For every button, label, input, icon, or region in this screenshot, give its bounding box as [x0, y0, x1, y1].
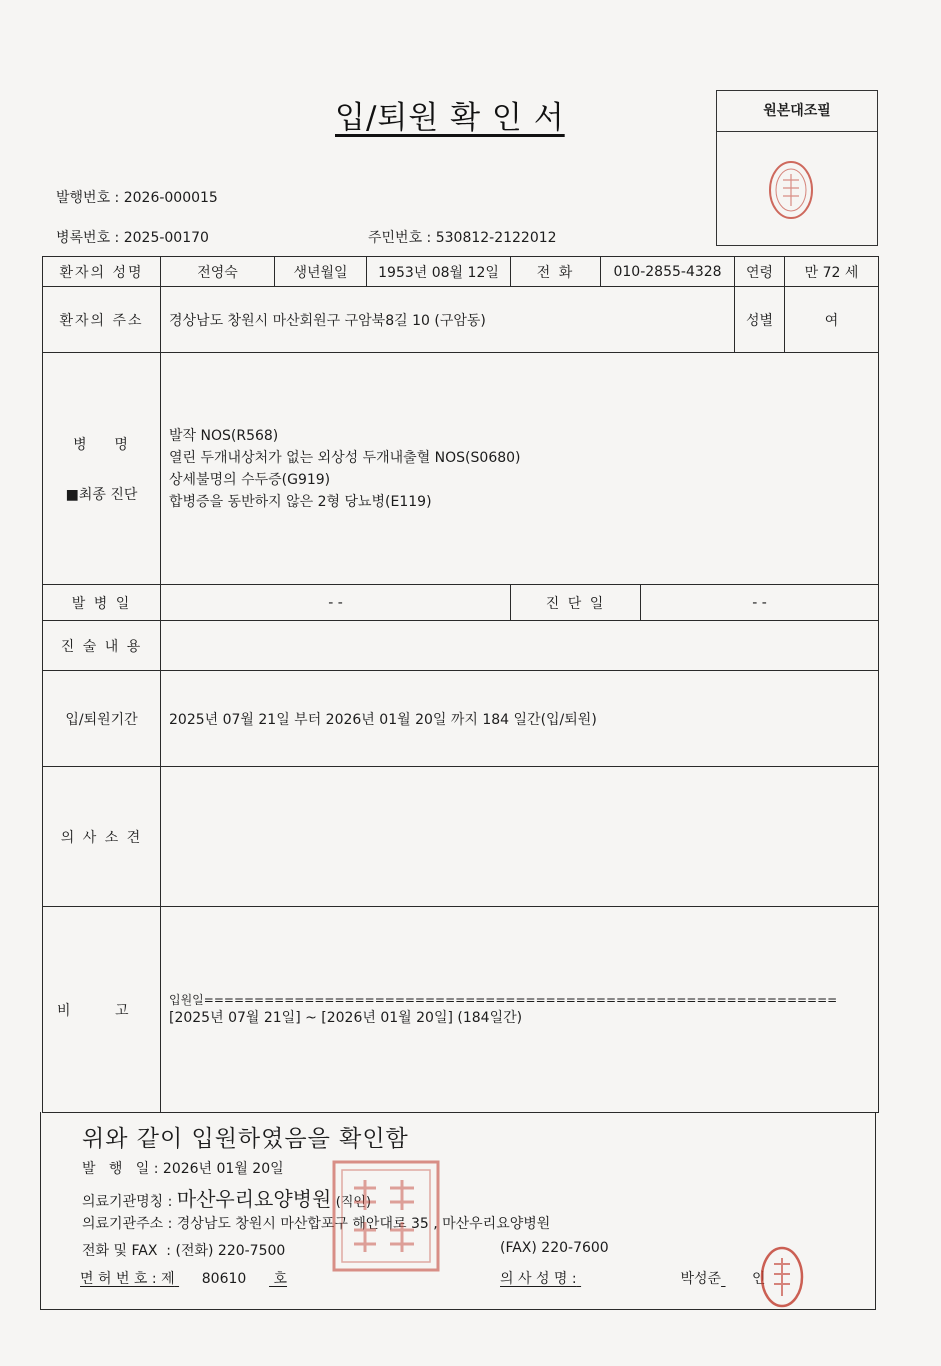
diagnosis-date-label: 진 단 일: [511, 585, 641, 621]
remarks-line-1: 입원일===============================================================: [169, 992, 838, 1007]
diagnosis-list: [161, 353, 879, 585]
license-line: 면 허 번 호 : 제 80610 호: [80, 1271, 288, 1287]
diagnosis-item: 열린 두개내상처가 없는 외상성 두개내출혈 NOS(S0680): [169, 449, 521, 466]
statement-row: [43, 621, 879, 671]
issue-number: 발행번호 : 2026-000015: [56, 190, 218, 206]
verification-seal-icon: [717, 132, 875, 244]
final-diagnosis-label: ■최종 진단: [65, 486, 138, 503]
statement-label: 진 술 내 용: [43, 621, 161, 671]
license-number: 80610: [201, 1271, 247, 1287]
onset-value: - -: [161, 585, 511, 621]
age-label: 연령: [735, 257, 785, 287]
diagnosis-row: [43, 353, 879, 585]
original-verification-box: [716, 90, 878, 246]
phone-value: 010-2855-4328: [601, 257, 735, 287]
opinion-value: [161, 767, 879, 907]
address-label: 환자의 주소: [43, 287, 161, 353]
resident-number: 주민번호 : 530812-2122012: [368, 230, 557, 246]
diagnosis-label: 병 명: [73, 436, 130, 453]
certificate-form-table: [42, 256, 879, 1113]
issue-date: 2026년 01월 20일: [162, 1161, 284, 1177]
period-row: [43, 671, 879, 767]
confirmation-statement: 위와 같이 입원하였음을 확인함: [82, 1126, 409, 1152]
institution-name: 마산우리요양병원: [176, 1187, 332, 1211]
doctor-line: 의 사 성 명 : 박성준 인: [500, 1268, 766, 1288]
remarks-line-2: [2025년 07월 21일] ~ [2026년 01월 20일] (184일간): [169, 1009, 523, 1026]
record-number: 병록번호 : 2025-00170: [56, 230, 209, 246]
period-label: 입/퇴원기간: [43, 671, 161, 767]
institution-address-line: 의료기관주소 : 경상남도 창원시 마산합포구 해안대로 35 , 마산우리요양병원: [82, 1216, 551, 1232]
period-value: 2025년 07월 21일 부터 2026년 01월 20일 까지 184 일간(입/퇴원): [161, 671, 879, 767]
institution-seal-icon: [330, 1158, 442, 1274]
opinion-row: [43, 767, 879, 907]
phone-number: (전화) 220-7500: [175, 1243, 286, 1259]
institution-address: 경상남도 창원시 마산합포구 해안대로 35 , 마산우리요양병원: [176, 1216, 551, 1232]
issue-date-line: 발 행 일 : 2026년 01월 20일: [82, 1161, 284, 1177]
diagnosis-item: 합병증을 동반하지 않은 2형 당뇨병(E119): [169, 493, 432, 510]
address-value: 경상남도 창원시 마산회원구 구암북8길 10 (구암동): [161, 287, 735, 353]
age-value: 만 72 세: [785, 257, 879, 287]
diagnosis-item: 발작 NOS(R568): [169, 427, 279, 444]
remarks-row: [43, 907, 879, 1113]
fax-number: (FAX) 220-7600: [500, 1240, 609, 1256]
remarks-label: 비 고: [43, 907, 161, 1113]
statement-value: [161, 621, 879, 671]
institution-line: 의료기관명칭 : 마산우리요양병원 (직인): [82, 1187, 372, 1211]
sex-value: 여: [785, 287, 879, 353]
doctor-name: 박성준: [680, 1271, 722, 1287]
dob-value: 1953년 08월 12일: [367, 257, 511, 287]
diagnosis-date-value: - -: [641, 585, 879, 621]
dob-label: 생년월일: [275, 257, 367, 287]
patient-name-label: 환자의 성명: [43, 257, 161, 287]
remarks-value: [161, 907, 879, 1113]
doctor-seal-mark: 인: [752, 1271, 766, 1287]
sex-label: 성별: [735, 287, 785, 353]
seal-mark: (직인): [335, 1195, 372, 1210]
dates-row: [43, 585, 879, 621]
onset-label: 발 병 일: [43, 585, 161, 621]
opinion-label: 의 사 소 견: [43, 767, 161, 907]
phone-label: 전 화: [511, 257, 601, 287]
contact-line: 전화 및 FAX : (전화) 220-7500: [82, 1243, 286, 1259]
patient-row-1: [43, 257, 879, 287]
patient-row-2: [43, 287, 879, 353]
doctor-seal-icon: [758, 1244, 806, 1310]
original-stamp-label: 원본대조필: [717, 91, 877, 132]
diagnosis-item: 상세불명의 수두증(G919): [169, 471, 331, 488]
diagnosis-label-cell: [43, 353, 161, 585]
patient-name: 전영숙: [161, 257, 275, 287]
document-title: 입/퇴원 확 인 서: [335, 100, 565, 136]
